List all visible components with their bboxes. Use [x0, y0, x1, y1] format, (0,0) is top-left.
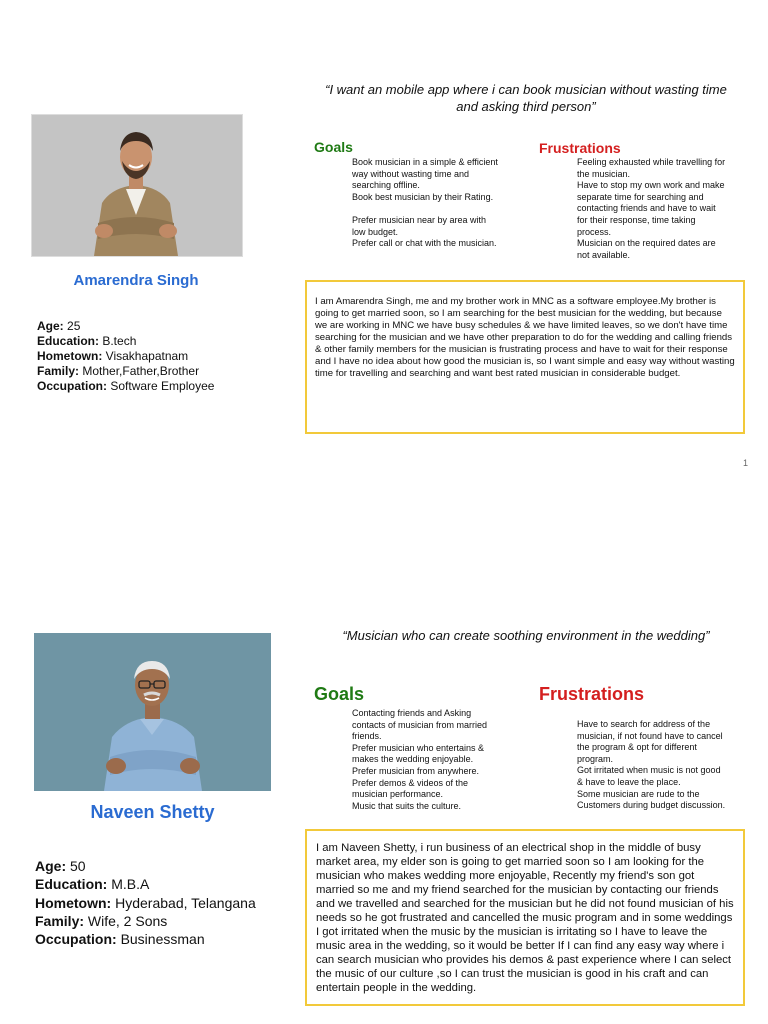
detail-occupation: Occupation: Software Employee — [37, 379, 215, 393]
persona-details — [37, 319, 214, 394]
persona-name: Amarendra Singh — [73, 272, 199, 289]
goals-heading: Goals — [314, 139, 353, 155]
detail-education: Education: B.tech — [37, 334, 137, 348]
detail-education: Education: M.B.A — [35, 876, 150, 893]
detail-age: Age: 25 — [37, 319, 81, 333]
detail-family: Family: Wife, 2 Sons — [35, 912, 168, 929]
goals-list: Book musician in a simple & efficient way without wasting time and searching offline. Book best musician by their Rating. Prefer musician near by area with low budget. Prefer call or chat with the musician. — [352, 157, 498, 249]
person-illustration — [34, 633, 271, 791]
frustrations-list: Feeling exhausted while travelling for the musician. Have to stop my own work and make separate time for searching and contacting friends and have to wait for their response, time taking process. Musician on the required dates are not available. — [577, 157, 726, 260]
detail-hometown: Hometown: Hyderabad, Telangana — [35, 894, 256, 911]
persona-quote: “I want an mobile app where i can book musician without wasting time and asking third person” — [325, 82, 727, 114]
frustrations-list: Have to search for address of the musician, if not found have to cancel the program & opt for different program. Got irritated when music is not good & have to leave the place. Some musician are rude to the Customers during budget discussion. — [577, 719, 726, 811]
frustrations-heading: Frustrations — [539, 140, 621, 156]
persona-details — [35, 857, 256, 948]
goals-heading: Goals — [314, 684, 365, 704]
detail-age: Age: 50 — [35, 858, 86, 874]
page-number: 1 — [743, 458, 749, 468]
detail-occupation: Occupation: Businessman — [35, 931, 205, 948]
goals-list: Contacting friends and Asking contacts of musician from married friends. Prefer musician who entertains & makes the wedding enjoyable. Prefer musician from anywhere. Prefer demos & videos of the musician performance. Music that suits the culture. — [352, 708, 488, 811]
persona-bio: I am Naveen Shetty, i run business of an electrical shop in the middle of busy market area, my elder son is going to get married soon so I am looking for the musician who makes wedding more enjoyable, Recently my friend's son got married so me and my friend searched for the musician by contacting our friends and we travelled and searched for the musician but he did not found musician of his needs so he got frustrated and cancelled the music program and in some weddings I got irritated when the music by the musician is irritating so I have to leave the music area in the wedding, so it would be better If I can find any easy way where i can search musician who provides his demos & past experience where I can select the music of our culture ,so I can trust the musician is good in his craft and can entertain people in the wedding. — [305, 829, 745, 1006]
frustrations-heading: Frustrations — [539, 684, 645, 704]
person-illustration — [32, 115, 242, 256]
persona-name: Naveen Shetty — [90, 802, 215, 822]
persona-bio: I am Amarendra Singh, me and my brother work in MNC as a software employee.My brother is going to get married soon, so I am searching for the best musician for the wedding, but because we are working in MNC we have busy schedules & we have limited leaves, so we don't have time searching for the musician and we have other preparation to do for the wedding and calling friends & other family members for the musician is frustrating process and have to wait for their response and I have no idea about how good the musician is, so I want simple and easy way without wasting time for travelling and searching and want best rated musician in considerable budget. — [305, 280, 745, 434]
detail-family: Family: Mother,Father,Brother — [37, 364, 200, 378]
persona-photo — [31, 114, 243, 257]
detail-hometown: Hometown: Visakhapatnam — [37, 349, 189, 363]
persona-photo — [34, 633, 271, 791]
persona-quote: “Musician who can create soothing environment in the wedding” — [342, 628, 710, 643]
